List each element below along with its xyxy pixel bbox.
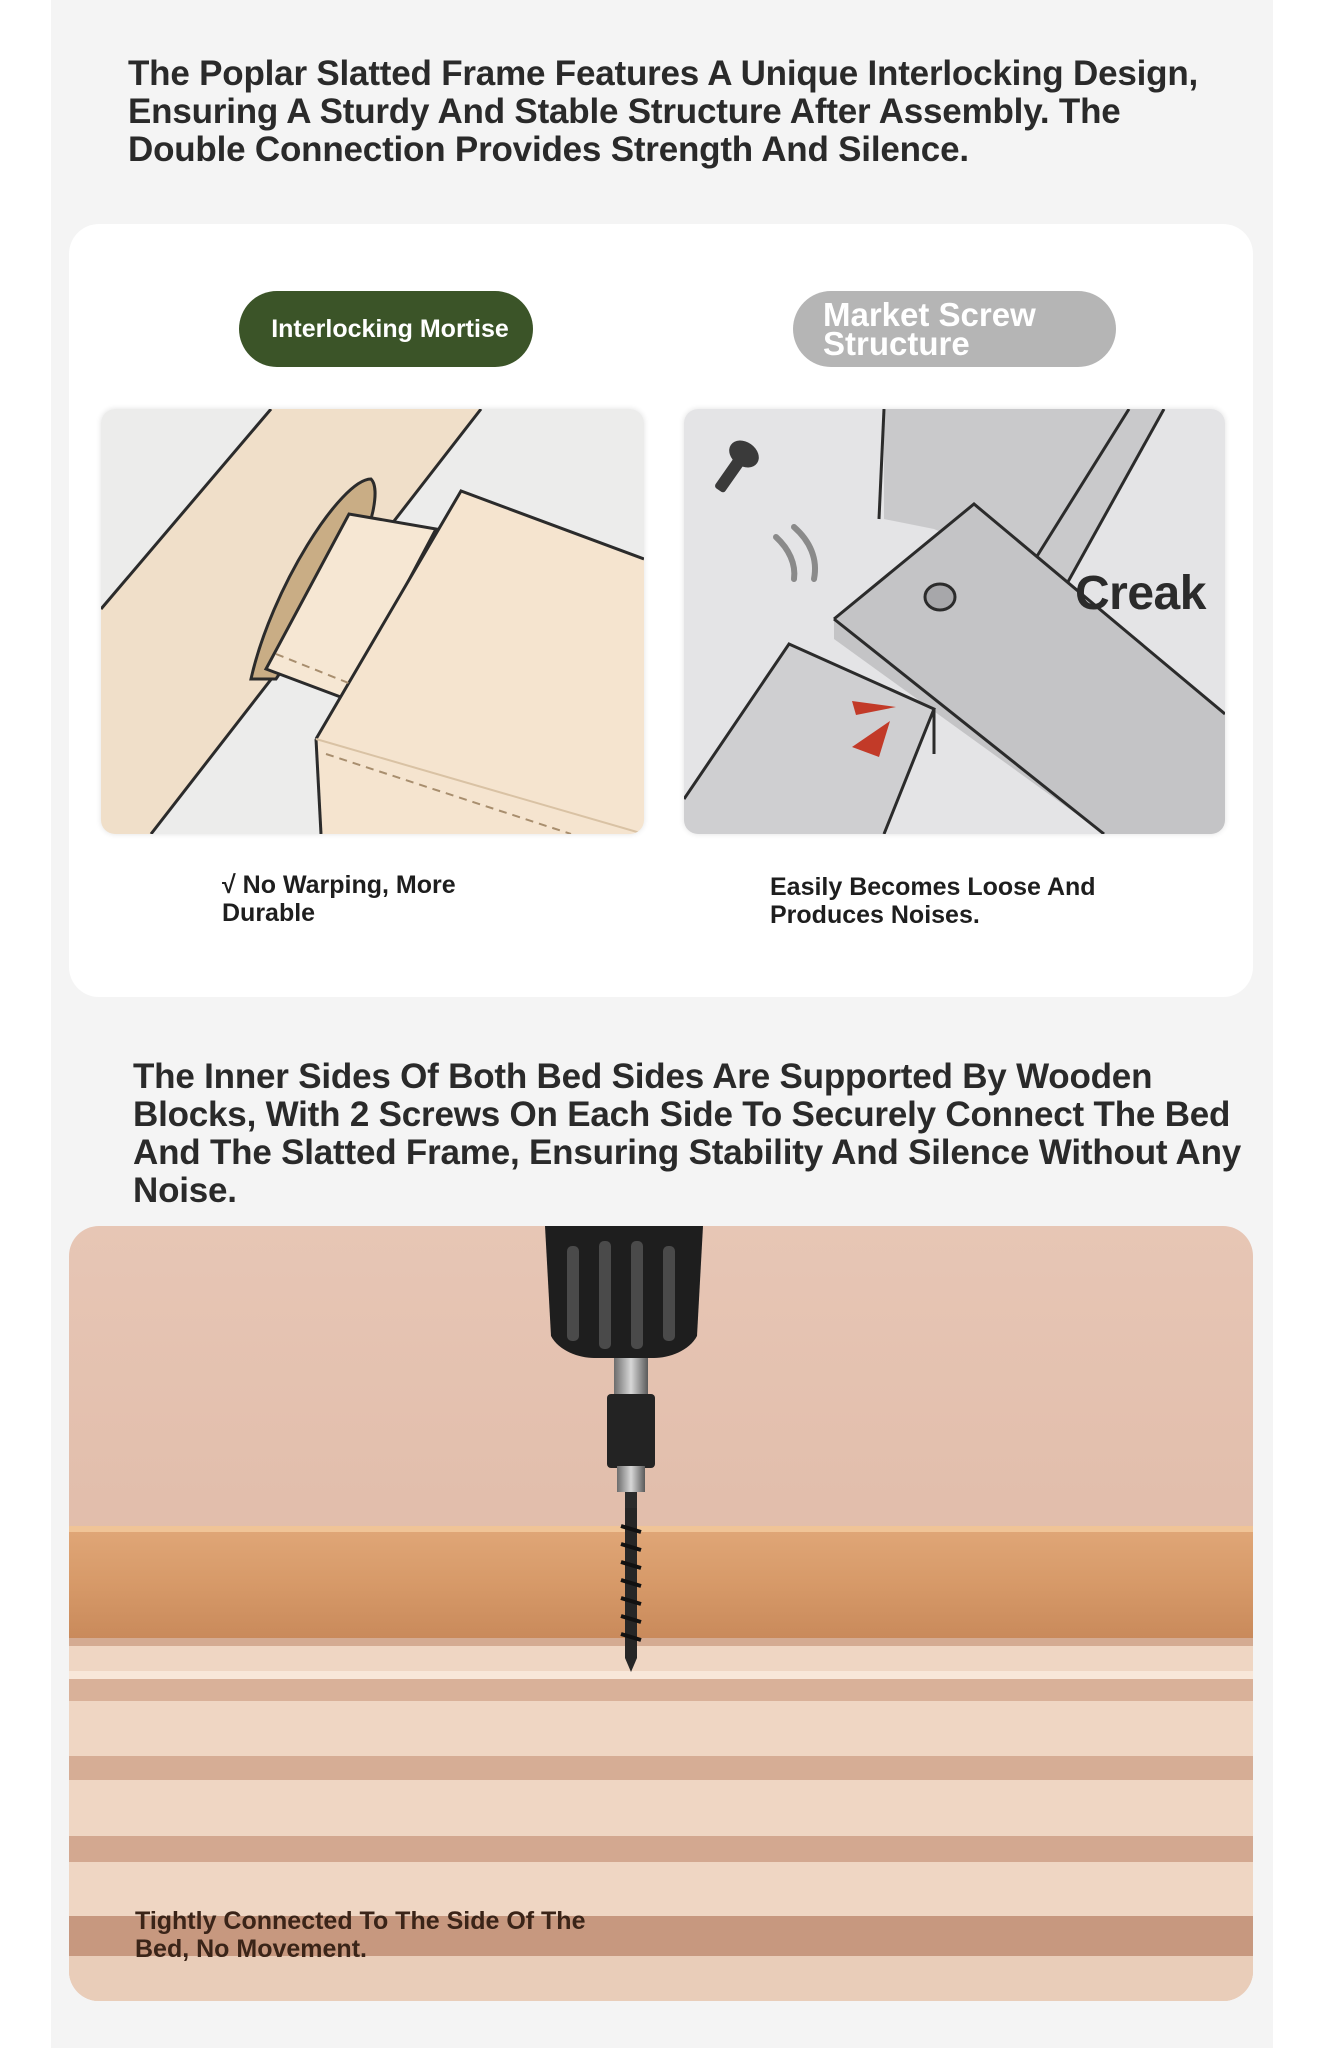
creak-sound-label: Creak	[1075, 567, 1206, 620]
mortise-benefit-caption: √ No Warping, More Durable	[222, 871, 456, 927]
section-heading-support: The Inner Sides Of Both Bed Sides Are Supported By Wooden Blocks, With 2 Screws On Each Side To Securely Connect The Bed And The Slatted Frame, Ensuring Stability And Silence Without Any Noise.	[133, 1057, 1242, 1210]
market-screw-label: Market Screw Structure	[793, 291, 1116, 367]
drill-screw-photo	[69, 1226, 1253, 2001]
interlocking-mortise-label: Interlocking Mortise	[239, 291, 533, 367]
section-heading-frame: The Poplar Slatted Frame Features A Unique Interlocking Design, Ensuring A Sturdy And Stable Structure After Assembly. The Double Connection Provides Strength And Silence.	[128, 54, 1199, 169]
screw-drawback-caption: Easily Becomes Loose And Produces Noises.	[770, 873, 1096, 929]
screw-joint-illustration	[684, 409, 1225, 834]
photo-caption: Tightly Connected To The Side Of The Bed, No Movement.	[135, 1907, 586, 1963]
mortise-joint-illustration	[101, 409, 644, 834]
